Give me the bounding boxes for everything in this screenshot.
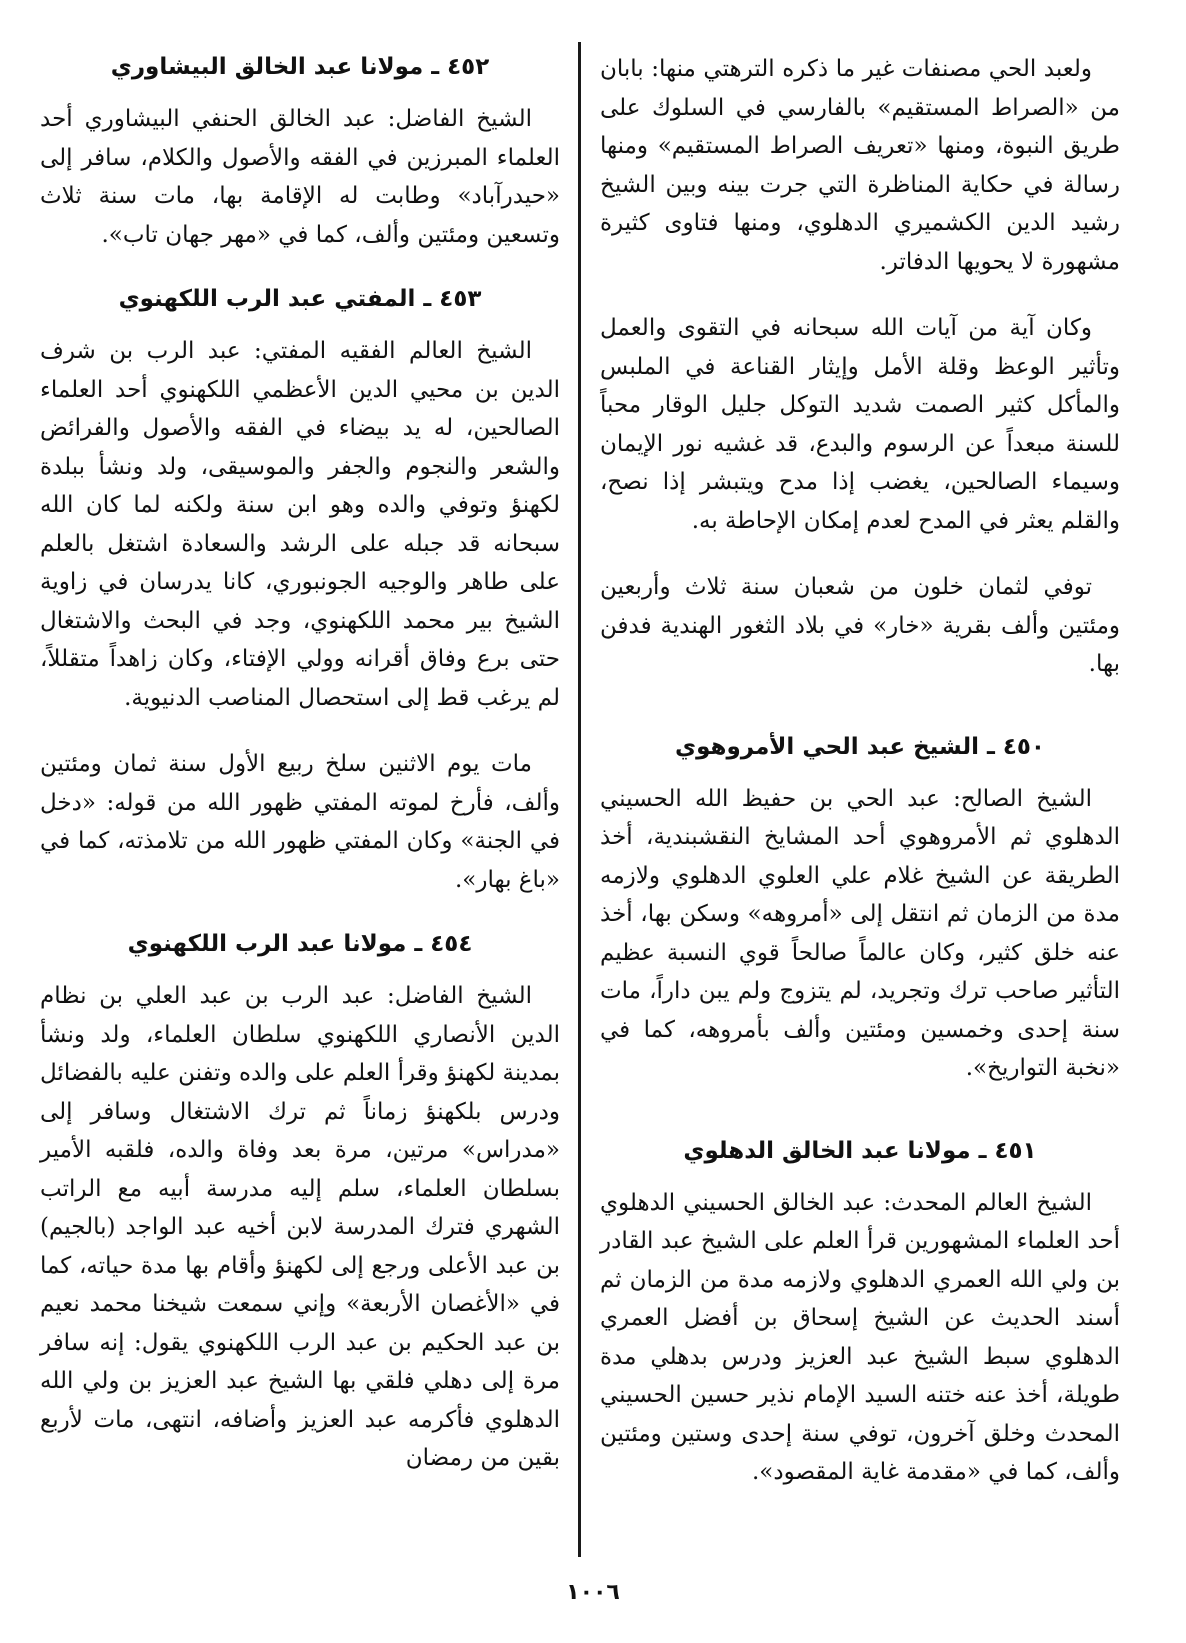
entry-body-451: الشيخ العالم المحدث: عبد الخالق الحسيني الدهلوي أحد العلماء المشهورين قرأ العلم على الشيخ عبد القادر بن ولي الله العمري الدهلوي ولازمه مدة من الزمان ثم أسند الحديث عن الشيخ إسحاق بن أفضل العمري الدهلوي سبط الشيخ عبد العزيز ودرس بدهلي مدة طويلة، أخذ عنه ختنه السيد الإمام نذير حسين الحسيني المحدث وخلق آخرون، توفي سنة إحدى وستين ومئتين وألف، كما في «مقدمة غاية المقصود». — [600, 1189, 1120, 1485]
paragraph-abdulhay-works: ولعبد الحي مصنفات غير ما ذكره الترهتي منها: بابان من «الصراط المستقيم» بالفارسي في السلوك على طريق النبوة، ومنها «تعريف الصراط المستقيم» ومنها رسالة في حكاية المناظرة التي جرت بينه وبين الشيخ رشيد الدين الكشميري الدهلوي، ومنها فتاوى كثيرة مشهورة لا يحويها الدفاتر. — [600, 56, 1120, 275]
paragraph-abdulhay-death: توفي لثمان خلون من شعبان سنة ثلاث وأربعين ومئتين وألف بقرية «خار» في بلاد الثغور الهندية فدفن بها. — [600, 574, 1120, 677]
entry-body-450: الشيخ الصالح: عبد الحي بن حفيظ الله الحسيني الدهلوي ثم الأمروهوي أحد المشايخ النقشبندية، أخذ الطريقة عن الشيخ غلام علي العلوي الدهلوي ولازمه مدة من الزمان ثم انتقل إلى «أمروهه» وسكن بها، أخذ عنه خلق كثير، وكان عالماً صالحاً قوي النسبة عظيم التأثير صاحب ترك وتجريد، لم يتزوج ولم يبن داراً، مات سنة إحدى وخمسين ومئتين وألف بأمروهه، كما في «نخبة التواريخ». — [600, 785, 1120, 1081]
entry-heading-450: ٤٥٠ ـ الشيخ عبد الحي الأمروهوي — [675, 733, 1045, 760]
entry-body-453-death: مات يوم الاثنين سلخ ربيع الأول سنة ثمان ومئتين وألف، فأرخ لموته المفتي ظهور الله من قوله: «دخل في الجنة» وكان المفتي ظهور الله من تلامذته، كما في «باغ بهار». — [40, 751, 560, 893]
entry-body-453-bio: الشيخ العالم الفقيه المفتي: عبد الرب بن شرف الدين بن محيي الدين الأعظمي اللكهنوي أحد العلماء الصالحين، له يد بيضاء في الفقه والأصول والفرائض والشعر والنجوم والجفر والموسيقى، ولد ونشأ ببلدة لكهنؤ وتوفي والده وهو ابن سنة ولكنه لما كان الله سبحانه قد جبله على الرشد والسعادة اشتغل بالعلم على طاهر والوجيه الجونبوري، كانا يدرسان في زاوية الشيخ بير محمد اللكهنوي، وجد في البحث والاشتغال حتى برع وفاق أقرانه وولي الإفتاء، وكان زاهداً متقللاً، لم يرغب قط إلى استحصال المناصب الدنيوية. — [40, 338, 560, 711]
entry-body-454: الشيخ الفاضل: عبد الرب بن عبد العلي بن نظام الدين الأنصاري اللكهنوي سلطان العلماء، ولد ونشأ بمدينة لكهنؤ وقرأ العلم على والده وتفنن عليه بالفضائل ودرس بلكهنؤ زماناً ثم ترك الاشتغال وسافر إلى «مدراس» مرتين، مرة بعد وفاة والده، فلقبه الأمير بسلطان العلماء، سلم إليه مدرسة أبيه مع الراتب الشهري فترك المدرسة لابن أخيه عبد الواجد (بالجيم) بن عبد الأعلى ورجع إلى لكهنؤ وأقام بها مدة حياته، كما في «الأغصان الأربعة» وإني سمعت شيخنا محمد نعيم بن عبد الحكيم بن عبد الرب اللكهنوي يقول: إنه سافر مرة إلى دهلي فلقي بها الشيخ عبد العزيز بن ولي الله الدهلوي فأكرمه عبد العزيز وأضافه، انتهى، مات لأربع بقين من رمضان — [40, 983, 560, 1471]
entry-heading-453: ٤٥٣ ـ المفتي عبد الرب اللكهنوي — [118, 286, 482, 312]
entry-heading-451: ٤٥١ ـ مولانا عبد الخالق الدهلوي — [683, 1137, 1037, 1164]
column-divider — [578, 42, 581, 1557]
right-column — [600, 50, 1120, 1520]
entry-heading-454: ٤٥٤ ـ مولانا عبد الرب اللكهنوي — [127, 931, 473, 957]
left-column — [40, 50, 560, 1506]
entry-heading-452: ٤٥٢ ـ مولانا عبد الخالق البيشاوري — [110, 54, 490, 80]
entry-body-452: الشيخ الفاضل: عبد الخالق الحنفي البيشاوري أحد العلماء المبرزين في الفقه والأصول والكلام، سافر إلى «حيدرآباد» وطابت له الإقامة بها، مات سنة ثلاث وتسعين ومئتين وألف، كما في «مهر جهان تاب». — [40, 106, 560, 248]
paragraph-abdulhay-character: وكان آية من آيات الله سبحانه في التقوى والعمل وتأثير الوعظ وقلة الأمل وإيثار القناعة في الملبس والمأكل كثير الصمت شديد التوكل جليل الوقار محباً للسنة مبعداً عن الرسوم والبدع، قد غشيه نور الإيمان وسيماء الصالحين، يغضب إذا مدح ويتبشر إذا نصح، والقلم يعثر في المدح لعدم إمكان الإحاطة به. — [600, 315, 1120, 534]
page-number: ١٠٠٦ — [566, 1580, 620, 1605]
